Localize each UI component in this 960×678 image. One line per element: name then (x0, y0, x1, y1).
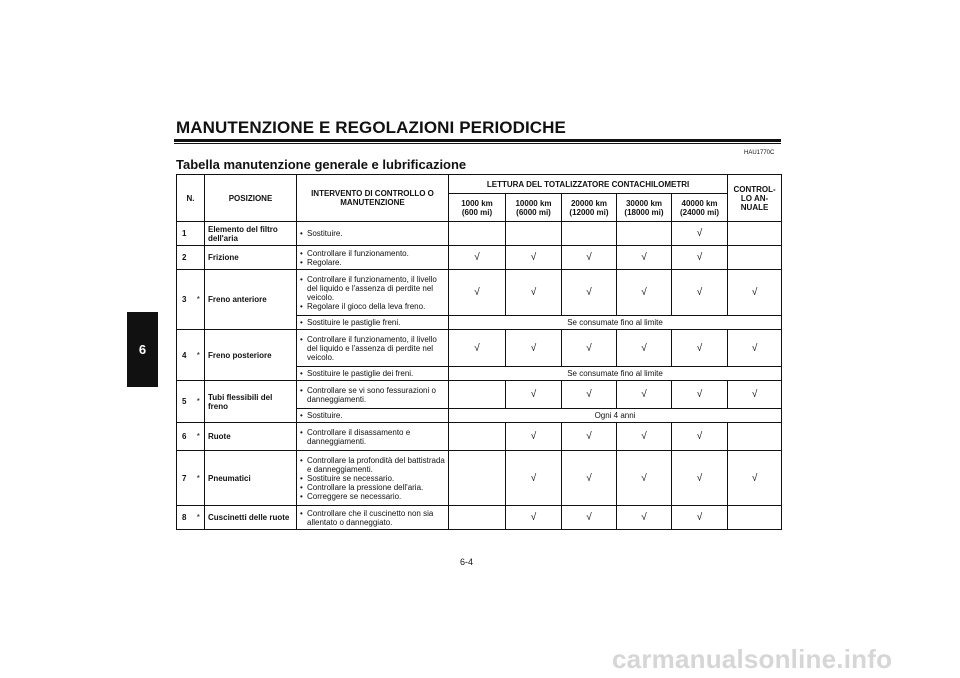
check-mark: √ (617, 451, 672, 506)
row-star: * (193, 451, 205, 506)
check-mark: √ (562, 246, 617, 270)
header-interval: 30000 km (18000 mi) (617, 194, 672, 222)
row-star: * (193, 330, 205, 381)
operation-item: • Regolare il gioco della leva freno. (300, 302, 445, 311)
row-star: * (193, 381, 205, 423)
header-interval: 20000 km (12000 mi) (562, 194, 617, 222)
row-position: Ruote (205, 423, 297, 451)
row-star (193, 246, 205, 270)
check-mark: √ (449, 330, 506, 367)
row-number: 7 (177, 451, 193, 506)
check-mark: √ (617, 423, 672, 451)
empty-cell (449, 451, 506, 506)
check-mark: √ (672, 330, 728, 367)
row-position: Cuscinetti delle ruote (205, 506, 297, 530)
operation-item: • Controllare la pressione dell'aria. (300, 483, 445, 492)
row-number: 8 (177, 506, 193, 530)
row-number: 1 (177, 222, 193, 246)
check-mark: √ (506, 270, 562, 316)
row-number: 5 (177, 381, 193, 423)
check-mark: √ (449, 246, 506, 270)
table-row (177, 506, 782, 530)
check-mark: √ (506, 330, 562, 367)
operation-item: • Sostituire le pastiglie dei freni. (300, 369, 445, 378)
table-row (177, 451, 782, 506)
empty-cell (449, 423, 506, 451)
empty-cell (506, 222, 562, 246)
check-mark: √ (449, 270, 506, 316)
empty-cell (617, 222, 672, 246)
operation-list (300, 509, 445, 527)
chapter-tab: 6 (127, 312, 158, 387)
check-mark: √ (506, 423, 562, 451)
check-mark: √ (617, 330, 672, 367)
empty-cell (449, 222, 506, 246)
check-mark: √ (728, 330, 782, 367)
operation-item: • Correggere se necessario. (300, 492, 445, 501)
check-mark: √ (506, 381, 562, 409)
check-mark: √ (562, 381, 617, 409)
row-operations (297, 409, 449, 423)
check-mark: √ (617, 506, 672, 530)
check-mark: √ (728, 270, 782, 316)
empty-cell (449, 381, 506, 409)
empty-cell (728, 506, 782, 530)
check-mark: √ (562, 270, 617, 316)
header-intervention: INTERVENTO DI CONTROLLO O MANUTENZIONE (297, 175, 449, 222)
row-number: 6 (177, 423, 193, 451)
operation-item: • Controllare il funzionamento. (300, 249, 445, 258)
operation-list (300, 386, 445, 404)
table-row (177, 330, 782, 367)
check-mark: √ (728, 451, 782, 506)
check-mark: √ (562, 506, 617, 530)
row-operations (297, 316, 449, 330)
check-mark: √ (562, 451, 617, 506)
row-number: 3 (177, 270, 193, 330)
empty-cell (728, 423, 782, 451)
row-star (193, 222, 205, 246)
empty-cell (562, 222, 617, 246)
document-code: HAU1770C (744, 150, 775, 156)
table-row (177, 381, 782, 409)
section-title: Tabella manutenzione generale e lubrificazione (176, 157, 467, 172)
operation-list (300, 428, 445, 446)
operation-item: • Controllare che il cuscinetto non sia allentato o danneggiato. (300, 509, 445, 527)
operation-item: • Sostituire se necessario. (300, 474, 445, 483)
watermark: carmanualsonline.info (612, 644, 893, 674)
header-annual: CONTROL- LO AN- NUALE (728, 175, 782, 222)
interval-note: Se consumate fino al limite (449, 367, 782, 381)
page-number: 6-4 (460, 557, 474, 567)
table-row (177, 246, 782, 270)
empty-cell (449, 506, 506, 530)
row-position: Elemento del filtro dell'aria (205, 222, 297, 246)
title-rule (174, 139, 781, 142)
row-operations (297, 246, 449, 270)
operation-list (300, 411, 445, 420)
empty-cell (728, 246, 782, 270)
row-operations (297, 506, 449, 530)
header-row-top (177, 175, 782, 194)
operation-list (300, 456, 445, 501)
row-star: * (193, 270, 205, 330)
table-row (177, 270, 782, 316)
operation-item: • Sostituire. (300, 229, 445, 238)
operation-item: • Regolare. (300, 258, 445, 267)
operation-item: • Controllare il funzionamento, il livello del liquido e l'assenza di perdite nel veicolo. (300, 275, 445, 302)
check-mark: √ (672, 270, 728, 316)
row-operations (297, 451, 449, 506)
row-operations (297, 367, 449, 381)
page-title: MANUTENZIONE E REGOLAZIONI PERIODICHE (176, 118, 566, 137)
operation-list (300, 229, 445, 238)
check-mark: √ (672, 381, 728, 409)
operation-list (300, 369, 445, 378)
operation-list (300, 335, 445, 362)
check-mark: √ (617, 381, 672, 409)
check-mark: √ (617, 270, 672, 316)
row-position: Freno anteriore (205, 270, 297, 330)
check-mark: √ (672, 222, 728, 246)
empty-cell (728, 222, 782, 246)
title-rule-thin (174, 143, 781, 144)
operation-item: • Controllare il funzionamento, il livello del liquido e l'assenza di perdite nel veicolo. (300, 335, 445, 362)
check-mark: √ (562, 330, 617, 367)
table-body (177, 222, 782, 530)
header-position: POSIZIONE (205, 175, 297, 222)
operation-list (300, 318, 445, 327)
header-interval: 40000 km (24000 mi) (672, 194, 728, 222)
operation-list (300, 249, 445, 267)
row-operations (297, 330, 449, 367)
row-position: Freno posteriore (205, 330, 297, 381)
check-mark: √ (506, 506, 562, 530)
check-mark: √ (672, 423, 728, 451)
interval-note: Se consumate fino al limite (449, 316, 782, 330)
operation-item: • Controllare il disassamento e danneggiamenti. (300, 428, 445, 446)
check-mark: √ (728, 381, 782, 409)
header-interval: 1000 km (600 mi) (449, 194, 506, 222)
row-star: * (193, 506, 205, 530)
interval-note: Ogni 4 anni (449, 409, 782, 423)
check-mark: √ (672, 506, 728, 530)
table-row (177, 222, 782, 246)
maintenance-table (176, 174, 782, 530)
check-mark: √ (672, 246, 728, 270)
operation-item: • Controllare la profondità del battistrada e danneggiamenti. (300, 456, 445, 474)
check-mark: √ (617, 246, 672, 270)
row-number: 4 (177, 330, 193, 381)
operation-list (300, 275, 445, 311)
table-row (177, 423, 782, 451)
check-mark: √ (506, 246, 562, 270)
row-position: Tubi flessibili del freno (205, 381, 297, 423)
operation-item: • Controllare se vi sono fessurazioni o danneggiamenti. (300, 386, 445, 404)
check-mark: √ (562, 423, 617, 451)
header-interval: 10000 km (6000 mi) (506, 194, 562, 222)
row-number: 2 (177, 246, 193, 270)
row-position: Frizione (205, 246, 297, 270)
check-mark: √ (506, 451, 562, 506)
header-odometer: LETTURA DEL TOTALIZZATORE CONTACHILOMETRI (449, 175, 728, 194)
operation-item: • Sostituire. (300, 411, 445, 420)
row-operations (297, 423, 449, 451)
operation-item: • Sostituire le pastiglie freni. (300, 318, 445, 327)
row-operations (297, 222, 449, 246)
check-mark: √ (672, 451, 728, 506)
row-position: Pneumatici (205, 451, 297, 506)
row-star: * (193, 423, 205, 451)
row-operations (297, 270, 449, 316)
header-n: N. (177, 175, 205, 222)
row-operations (297, 381, 449, 409)
